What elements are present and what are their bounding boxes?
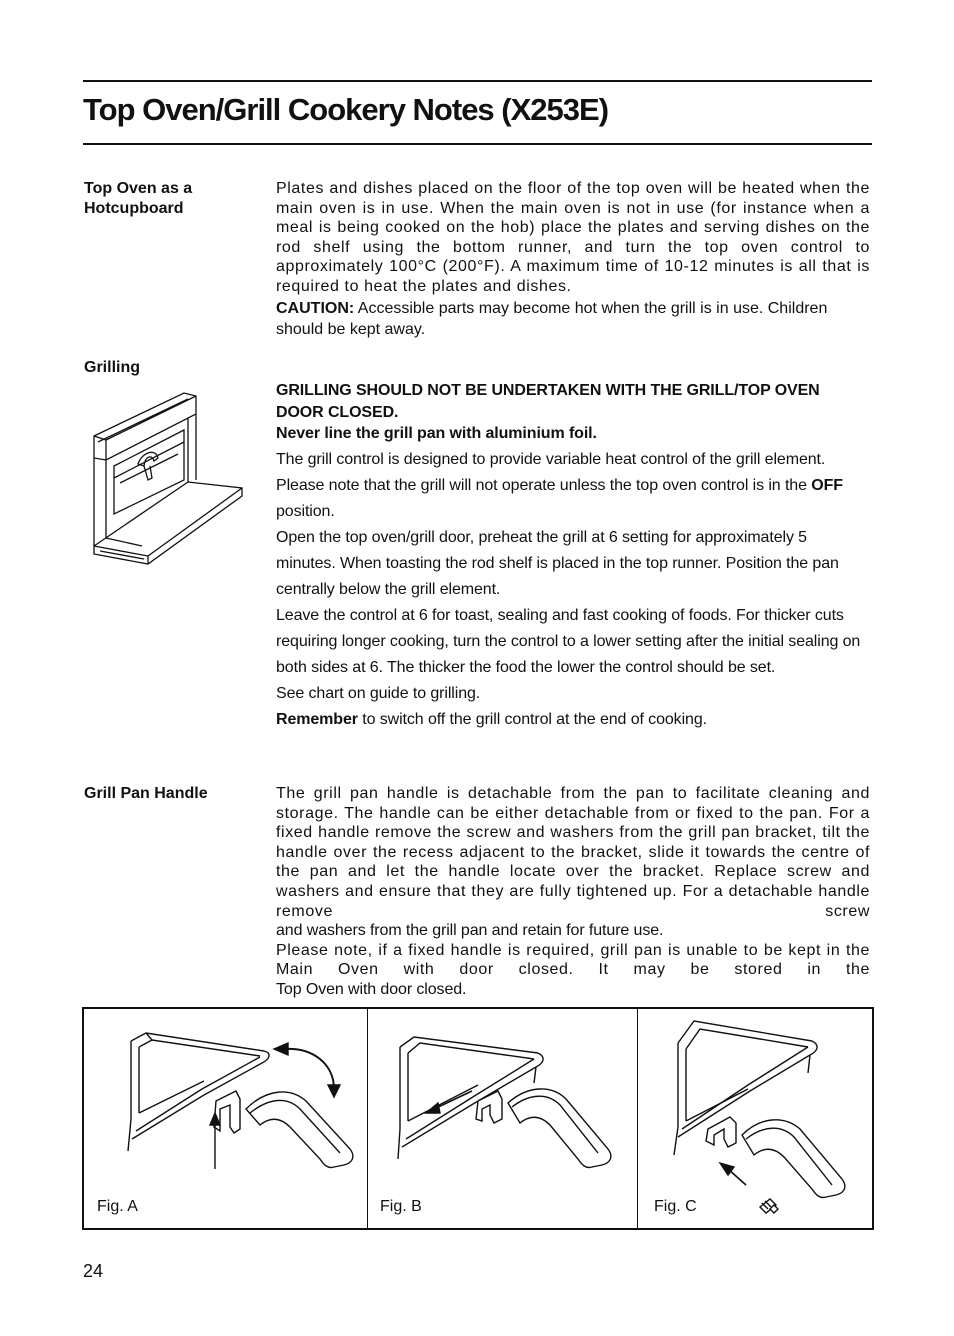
screw-icon (760, 1199, 778, 1213)
grilling-paragraph-2: Open the top oven/grill door, preheat the grill at 6 setting for approximately 5 minutes. When toasting the rod shelf is placed in the top runner. Position the pan centrally below the grill element. (276, 529, 839, 598)
hotcupboard-heading-line1: Top Oven as a (84, 180, 193, 197)
figure-a-label: Fig. A (97, 1198, 138, 1215)
grill-pan-handle-illustration-c (638, 1009, 872, 1228)
figures-box (82, 1007, 874, 1230)
grilling-p1-end: position. (276, 503, 335, 520)
grill-pan-handle-heading: Grill Pan Handle (84, 785, 208, 802)
figure-a (84, 1009, 367, 1228)
grilling-heading: Grilling (84, 359, 140, 376)
title-bottom-rule (83, 143, 872, 145)
grill-pan-handle-illustration-b (368, 1009, 637, 1228)
page-number: 24 (83, 1261, 104, 1281)
page-title: Top Oven/Grill Cookery Notes (X253E) (83, 92, 609, 127)
grill-pan-handle-paragraph-1: The grill pan handle is detachable from the pan to facilitate cleaning and storage. The handle can be either detachable from or fixed to the pan. For a fixed handle remove the screw and washers from the grill pan bracket, tilt the handle over the recess adjacent to the bracket, slide it towards the centre of the pan and let the handle locate over the bracket. Replace screw and washers and ensure that they are fully tightened up. For a detachable handle remove screw (276, 785, 870, 920)
grilling-paragraph-4: See chart on guide to grilling. (276, 685, 481, 702)
caution-label: CAUTION: (276, 299, 355, 317)
grilling-p5-text: to switch off the grill control at the end of cooking. (357, 711, 707, 728)
caution-note (276, 298, 870, 341)
off-keyword: OFF (811, 477, 843, 494)
grill-pan-handle-paragraph-2: Please note, if a fixed handle is required, grill pan is unable to be kept in the Main Oven with door closed. It may be stored in the (276, 941, 870, 979)
figure-b (368, 1009, 637, 1228)
grill-oven-illustration (84, 388, 246, 572)
figure-b-label: Fig. B (380, 1198, 422, 1215)
figure-c-label: Fig. C (654, 1198, 697, 1215)
foil-note: Never line the grill pan with aluminium foil. (276, 425, 597, 442)
grilling-body (276, 380, 870, 733)
grilling-p1-text: The grill control is designed to provide variable heat control of the grill element. Please note that the grill will not operate unless the top oven control is in the (276, 451, 826, 494)
grill-pan-handle-paragraph-1-end: and washers from the grill pan and retain for future use. (276, 922, 664, 940)
caution-text: Accessible parts may become hot when the grill is in use. Children should be kept away. (276, 299, 828, 339)
grilling-paragraph-3: Leave the control at 6 for toast, sealing and fast cooking of foods. For thicker cuts requiring longer cooking, turn the control to a lower setting after the initial sealing on both sides at 6. The thicker the food the lower the control should be set. (276, 607, 861, 676)
figure-c (638, 1009, 872, 1228)
grilling-paragraph-5 (276, 707, 870, 733)
title-top-rule (83, 80, 872, 82)
hotcupboard-body (276, 179, 870, 341)
grilling-paragraph-1 (276, 447, 870, 525)
grill-pan-handle-body (276, 784, 870, 1000)
hotcupboard-heading-line2: Hotcupboard (84, 200, 184, 217)
hotcupboard-heading (84, 179, 264, 219)
grilling-warning: GRILLING SHOULD NOT BE UNDERTAKEN WITH THE GRILL/TOP OVEN DOOR CLOSED. (276, 382, 820, 421)
remember-keyword: Remember (276, 711, 358, 728)
grill-pan-handle-illustration-a (84, 1009, 367, 1228)
hotcupboard-paragraph: Plates and dishes placed on the floor of the top oven will be heated when the main oven is in use. When the main oven is not in use (for instance when a meal is being cooked on the hob) place the plates and serving dishes on the rod shelf using the bottom runner, and turn the top oven control to approximately 100°C (200°F). A maximum time of 10-12 minutes is all that is required to heat the plates and dishes. (276, 180, 870, 295)
grill-pan-handle-paragraph-2-end: Top Oven with door closed. (276, 980, 467, 998)
